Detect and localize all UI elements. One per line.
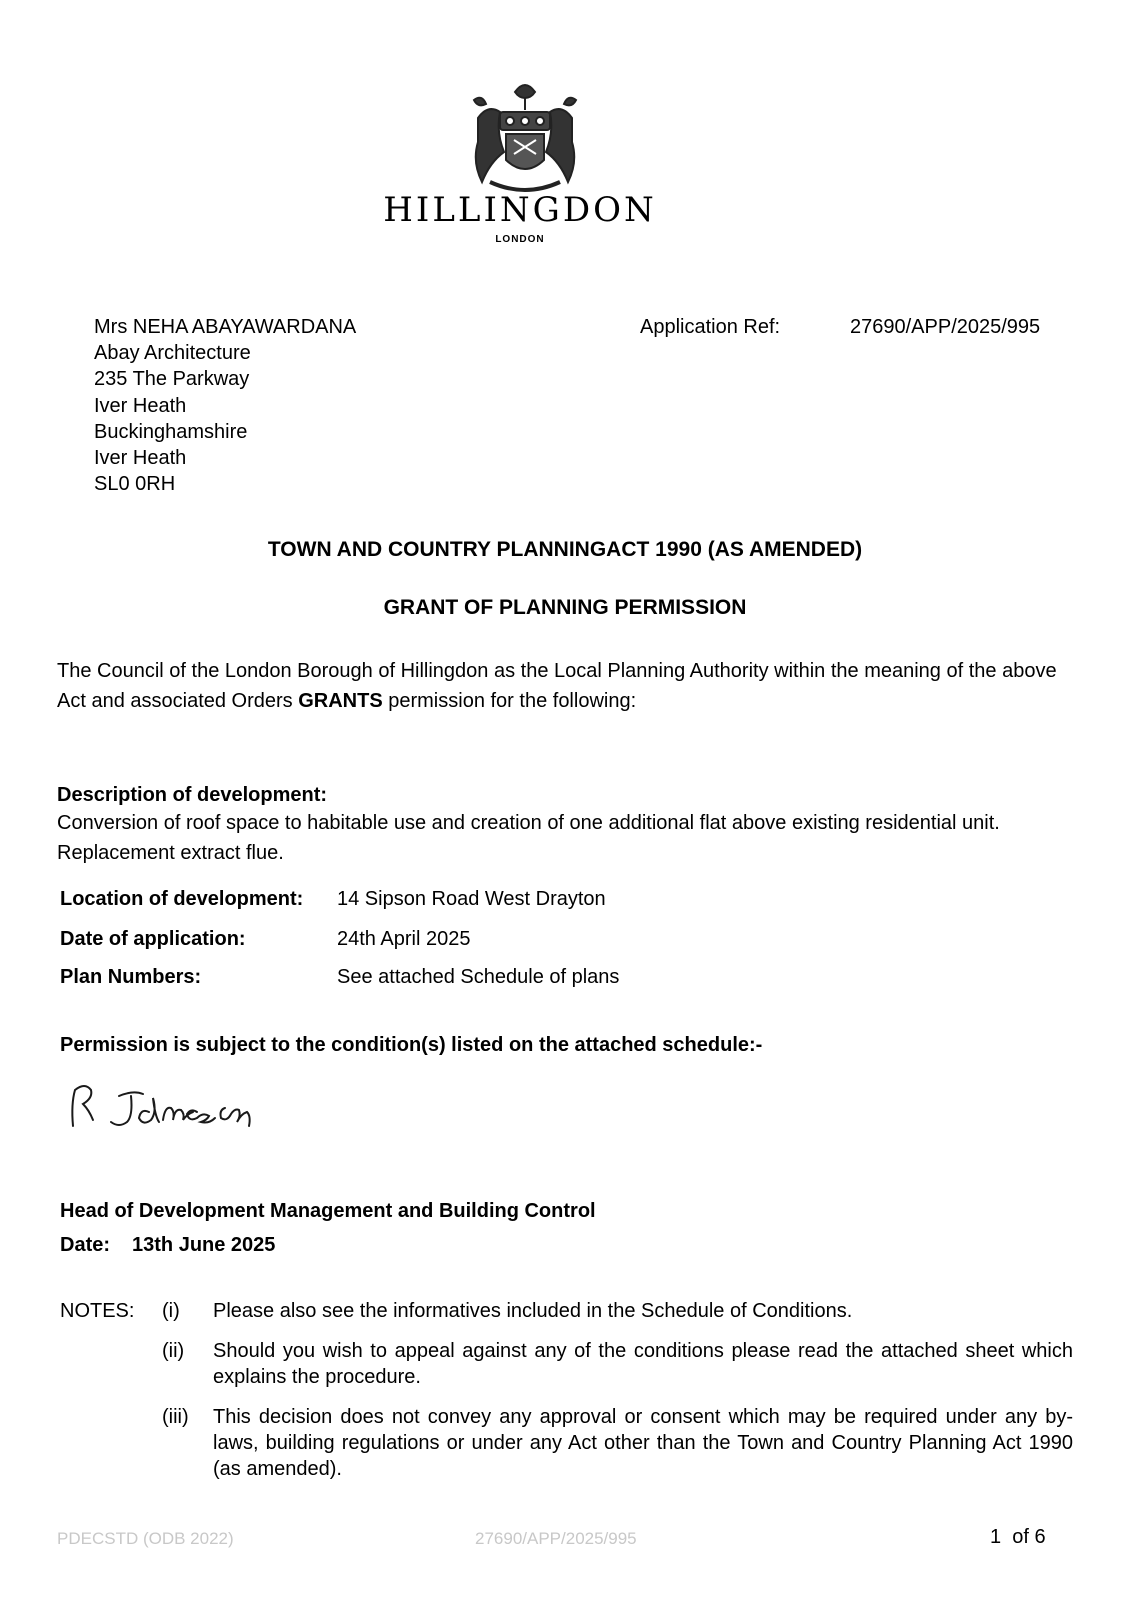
- address-line: Iver Heath: [94, 394, 187, 417]
- council-subtitle: LONDON: [495, 234, 545, 245]
- description-text: Conversion of roof space to habitable use and creation of one additional flat above existing residential unit. Replacement extract flue.: [57, 812, 1000, 864]
- footer-reference: 27690/APP/2025/995: [475, 1529, 637, 1548]
- page-number: [990, 1524, 1046, 1550]
- note-text: Should you wish to appeal against any of the conditions please read the attached sheet which explains the procedure.: [213, 1340, 1073, 1388]
- detail-value: See attached Schedule of plans: [337, 966, 620, 988]
- address-line: Buckinghamshire: [94, 420, 248, 443]
- grant-heading: GRANT OF PLANNING PERMISSION: [383, 596, 747, 619]
- intro-text-end: permission for the following:: [382, 690, 637, 712]
- council-name: HILLINGDON: [383, 190, 657, 230]
- page-current: 1: [990, 1526, 1002, 1548]
- address-line: SL0 0RH: [94, 473, 176, 496]
- note-number: (i): [162, 1300, 180, 1322]
- detail-value: 24th April 2025: [337, 928, 471, 950]
- signature-image: [57, 1068, 267, 1148]
- note-number: (ii): [162, 1340, 185, 1362]
- note-number: (iii): [162, 1406, 189, 1428]
- intro-text: The Council of the London Borough of Hillingdon as the Local Planning Authority within the meaning of the above Act and associated Orders: [57, 660, 1057, 712]
- address-line: 235 The Parkway: [94, 368, 250, 391]
- address-line: Mrs NEHA ABAYAWARDANA: [94, 316, 357, 338]
- date-value: 13th June 2025: [132, 1234, 276, 1256]
- council-crest-icon: [470, 78, 580, 206]
- page-total: of 6: [1012, 1526, 1046, 1548]
- notes-label: NOTES:: [60, 1300, 135, 1322]
- note-text: This decision does not convey any approval or consent which may be required under any by-laws, building regulations or under any Act other than the Town and Country Planning Act 1990 (as amended).: [213, 1406, 1073, 1480]
- application-ref-label: Application Ref:: [640, 316, 781, 338]
- detail-label: Date of application:: [60, 928, 246, 950]
- intro-paragraph: [57, 656, 1077, 716]
- detail-value: 14 Sipson Road West Drayton: [337, 888, 606, 910]
- detail-label: Location of development:: [60, 888, 304, 910]
- conditions-statement: Permission is subject to the condition(s) listed on the attached schedule:-: [60, 1034, 763, 1056]
- act-heading: TOWN AND COUNTRY PLANNINGACT 1990 (AS AMENDED): [267, 538, 863, 561]
- signatory-role: Head of Development Management and Building Control: [60, 1200, 596, 1222]
- description-label: Description of development:: [57, 784, 328, 806]
- intro-emphasis: GRANTS: [298, 690, 383, 712]
- application-ref-value: 27690/APP/2025/995: [850, 316, 1041, 338]
- date-label: Date:: [60, 1234, 111, 1256]
- decision-date: [60, 1232, 297, 1258]
- recipient-address: [94, 314, 356, 497]
- address-line: Abay Architecture: [94, 342, 251, 365]
- detail-label: Plan Numbers:: [60, 966, 202, 988]
- address-line: Iver Heath: [94, 446, 187, 469]
- footer-form-code: PDECSTD (ODB 2022): [57, 1529, 234, 1548]
- note-text: Please also see the informatives included in the Schedule of Conditions.: [213, 1300, 853, 1322]
